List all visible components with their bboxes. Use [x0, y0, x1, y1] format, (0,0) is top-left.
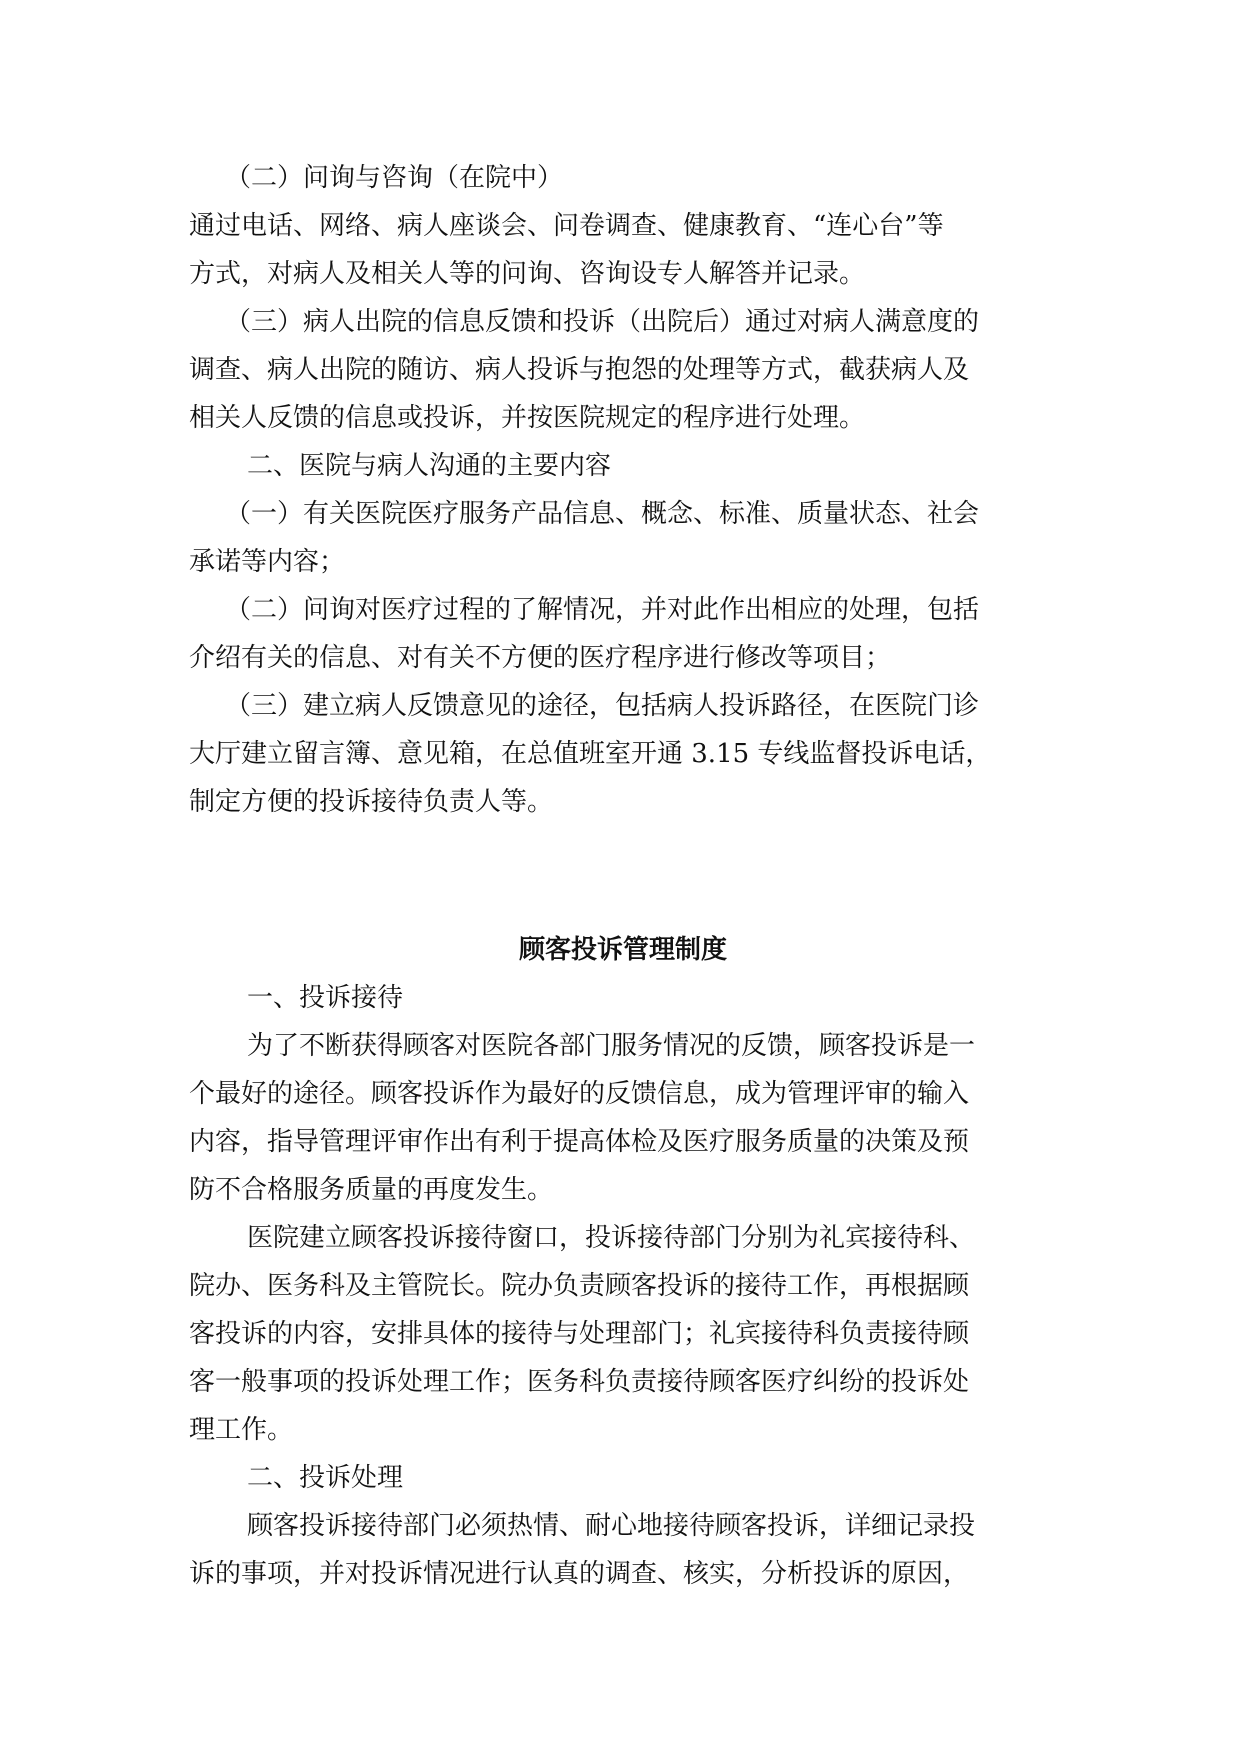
communication-section [189, 154, 1057, 826]
section-heading: 一、投诉接待 [247, 983, 404, 1013]
paragraph-line: 内容，指导管理评审作出有利于提高体检及医疗服务质量的决策及预 [189, 1127, 970, 1157]
paragraph-line: 诉的事项，并对投诉情况进行认真的调查、核实，分析投诉的原因， [189, 1559, 970, 1589]
complaint-policy-section [189, 926, 1057, 1598]
paragraph-line: 介绍有关的信息、对有关不方便的医疗程序进行修改等项目； [189, 643, 892, 673]
paragraph-line: 制定方便的投诉接待负责人等。 [189, 787, 554, 817]
paragraph-line: （三）建立病人反馈意见的途径，包括病人投诉路径，在医院门诊 [225, 691, 980, 721]
paragraph-line: （一）有关医院医疗服务产品信息、概念、标准、质量状态、社会 [225, 499, 980, 529]
paragraph-line: 承诺等内容； [189, 547, 346, 577]
paragraph-line: 客一般事项的投诉处理工作；医务科负责接待顾客医疗纠纷的投诉处 [189, 1367, 970, 1397]
section-heading: 二、投诉处理 [247, 1463, 404, 1493]
paragraph-line: 个最好的途径。顾客投诉作为最好的反馈信息，成为管理评审的输入 [189, 1079, 970, 1109]
paragraph-line: 调查、病人出院的随访、病人投诉与抱怨的处理等方式，截获病人及 [189, 355, 970, 385]
paragraph-line: 为了不断获得顾客对医院各部门服务情况的反馈，顾客投诉是一 [247, 1031, 976, 1061]
section-heading: 二、医院与病人沟通的主要内容 [247, 451, 612, 481]
paragraph-line: （二）问询与咨询（在院中） [225, 163, 564, 193]
paragraph-line: 通过电话、网络、病人座谈会、问卷调查、健康教育、“连心台”等 [189, 211, 944, 241]
policy-title: 顾客投诉管理制度 [518, 935, 727, 965]
paragraph-line: 客投诉的内容，安排具体的接待与处理部门；礼宾接待科负责接待顾 [189, 1319, 970, 1349]
paragraph-line: 防不合格服务质量的再度发生。 [189, 1175, 554, 1205]
paragraph-line: 医院建立顾客投诉接待窗口，投诉接待部门分别为礼宾接待科、 [247, 1223, 976, 1253]
paragraph-line: 相关人反馈的信息或投诉，并按医院规定的程序进行处理。 [189, 403, 866, 433]
paragraph-line: 理工作。 [189, 1415, 294, 1445]
paragraph-line: 大厅建立留言簿、意见箱，在总值班室开通 3.15 专线监督投诉电话， [189, 739, 992, 769]
paragraph-line: 院办、医务科及主管院长。院办负责顾客投诉的接待工作，再根据顾 [189, 1271, 970, 1301]
paragraph-line: 顾客投诉接待部门必须热情、耐心地接待顾客投诉，详细记录投 [247, 1511, 976, 1541]
paragraph-line: 方式，对病人及相关人等的问询、咨询设专人解答并记录。 [189, 259, 866, 289]
paragraph-line: （三）病人出院的信息反馈和投诉（出院后）通过对病人满意度的 [225, 307, 980, 337]
paragraph-line: （二）问询对医疗过程的了解情况，并对此作出相应的处理，包括 [225, 595, 980, 625]
